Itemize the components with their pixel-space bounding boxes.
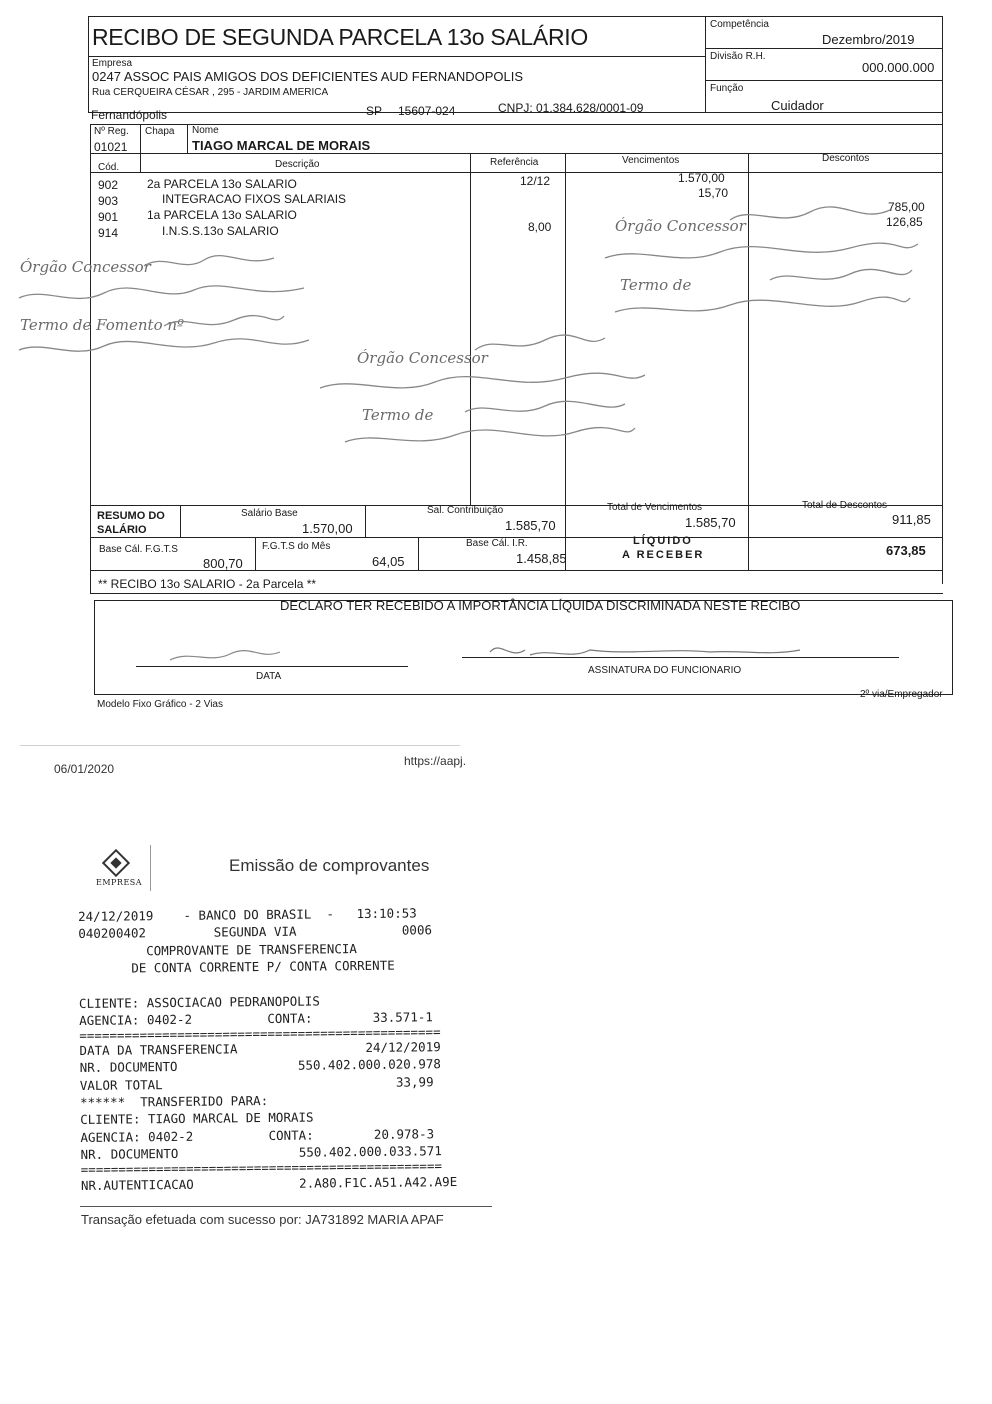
- empresa-address: Rua CERQUEIRA CÉSAR , 295 - JARDIM AMERICA: [92, 87, 329, 98]
- uf: SP: [366, 104, 383, 118]
- nreg-value: 01021: [94, 140, 128, 154]
- item-descricao: I.N.S.S.13o SALARIO: [162, 224, 279, 238]
- voucher-line: 040200402 SEGUNDA VIA 0006: [78, 922, 433, 942]
- resumo-label: RESUMO DO SALÁRIO: [97, 510, 165, 536]
- item-vencimento: 1.570,00: [678, 171, 725, 185]
- total-venc-label: Total de Vencimentos: [607, 502, 703, 513]
- col-referencia: Referência: [490, 157, 539, 168]
- item-cod: 901: [98, 210, 119, 224]
- voucher-line: CLIENTE: TIAGO MARCAL DE MORAIS: [80, 1109, 314, 1128]
- voucher-line: DE CONTA CORRENTE P/ CONTA CORRENTE: [78, 957, 395, 977]
- item-cod: 903: [98, 194, 119, 208]
- voucher-footer: Transação efetuada com sucesso por: JA731892 MARIA APAF: [81, 1212, 444, 1227]
- voucher-line: COMPROVANTE DE TRANSFERENCIA: [78, 940, 357, 959]
- bank-logo-label: EMPRESA: [96, 878, 143, 887]
- print-url: https://aapj.: [404, 754, 467, 768]
- nreg-label: Nº Reg.: [94, 126, 129, 137]
- liquido-label-1: LÍQUIDO: [633, 535, 693, 547]
- divisao-label: Divisão R.H.: [710, 51, 766, 62]
- base-fgts-value: 800,70: [203, 556, 243, 571]
- liquido-value: 673,85: [886, 543, 926, 558]
- funcao-value: Cuidador: [771, 98, 824, 113]
- voucher-line: NR. DOCUMENTO 550.402.000.020.978: [79, 1056, 441, 1076]
- col-descontos: Descontos: [822, 153, 870, 164]
- nome-label: Nome: [192, 125, 219, 136]
- base-fgts-label: Base Cál. F.G.T.S: [99, 544, 178, 555]
- bank-logo: [90, 848, 142, 892]
- declaracao: DECLARO TER RECEBIDO A IMPORTÂNCIA LÍQUIDA DISCRIMINADA NESTE RECIBO: [280, 598, 801, 613]
- empresa-name: 0247 ASSOC PAIS AMIGOS DOS DEFICIENTES AUD FERNANDOPOLIS: [92, 69, 524, 84]
- col-cod: Cód.: [98, 162, 120, 173]
- voucher-line: NR. DOCUMENTO 550.402.000.033.571: [80, 1143, 442, 1163]
- voucher-line: ****** TRANSFERIDO PARA:: [79, 1092, 269, 1110]
- bank-logo-icon: [90, 848, 142, 878]
- cep: 15607-024: [398, 104, 456, 118]
- voucher-line: CLIENTE: ASSOCIACAO PEDRANOPOLIS: [78, 993, 320, 1011]
- total-desc-label: Total de Descontos: [802, 500, 888, 511]
- item-desconto: 785,00: [888, 200, 925, 214]
- divisao-value: 000.000.000: [862, 60, 935, 75]
- stamp-orgao: Órgão Concessor: [20, 258, 151, 276]
- voucher-line: ================================================: [80, 1158, 443, 1178]
- liquido-label-2: A RECEBER: [622, 549, 705, 561]
- salario-base-label: Salário Base: [241, 508, 298, 519]
- col-descricao: Descrição: [275, 159, 320, 170]
- base-ir-value: 1.458,85: [516, 551, 567, 566]
- employee-name: TIAGO MARCAL DE MORAIS: [192, 138, 371, 153]
- sal-contrib-value: 1.585,70: [505, 518, 556, 533]
- stamp-termo: Termo de: [620, 276, 692, 294]
- salario-base-value: 1.570,00: [302, 521, 353, 536]
- stamp-left-scribble: [14, 248, 314, 368]
- item-vencimento: 15,70: [698, 186, 729, 200]
- item-referencia: 12/12: [520, 174, 551, 188]
- voucher-line: 24/12/2019 - BANCO DO BRASIL - 13:10:53: [78, 905, 417, 924]
- mensagem: ** RECIBO 13o SALARIO - 2a Parcela **: [98, 577, 317, 591]
- stamp-termo: Termo de: [362, 406, 434, 424]
- stamp-orgao: Órgão Concessor: [357, 349, 488, 367]
- assinatura-label: ASSINATURA DO FUNCIONARIO: [588, 665, 742, 676]
- sal-contrib-label: Sal. Contribuição: [427, 505, 504, 516]
- voucher-line: VALOR TOTAL 33,99: [79, 1073, 434, 1093]
- item-descricao: INTEGRACAO FIXOS SALARIAIS: [162, 192, 347, 206]
- item-referencia: 8,00: [528, 220, 552, 234]
- fgts-mes-label: F.G.T.S do Mês: [262, 541, 331, 552]
- competencia-value: Dezembro/2019: [822, 32, 915, 47]
- total-desc-value: 911,85: [892, 512, 931, 527]
- voucher-body: [78, 904, 481, 1195]
- competencia-label: Competência: [710, 19, 769, 30]
- via-text: 2º via/Empregador: [860, 689, 943, 700]
- cidade: Fernandópolis: [91, 108, 168, 122]
- voucher-line: AGENCIA: 0402-2 CONTA: 33.571-1: [79, 1009, 433, 1029]
- stamp-right-scribble: [600, 200, 920, 325]
- stamp-termo: Termo de Fomento nº: [20, 316, 185, 334]
- voucher-line: DATA DA TRANSFERENCIA 24/12/2019: [79, 1038, 441, 1058]
- base-ir-label: Base Cál. I.R.: [466, 538, 528, 549]
- stamp-center-scribble: [315, 320, 655, 460]
- chapa-label: Chapa: [145, 126, 175, 137]
- signatures: [130, 630, 910, 675]
- modelo-text: Modelo Fixo Gráfico - 2 Vias: [97, 699, 223, 710]
- cnpj: CNPJ: 01.384.628/0001-09: [498, 101, 644, 115]
- voucher-line: AGENCIA: 0402-2 CONTA: 20.978-3: [80, 1125, 435, 1145]
- fgts-mes-value: 64,05: [372, 554, 405, 569]
- voucher-title: Emissão de comprovantes: [229, 856, 430, 875]
- funcao-label: Função: [710, 83, 744, 94]
- payslip-title: RECIBO DE SEGUNDA PARCELA 13o SALÁRIO: [92, 24, 588, 50]
- item-cod: 914: [98, 226, 119, 240]
- voucher-line: NR.AUTENTICACAO 2.A80.F1C.A51.A42.A9E: [80, 1174, 458, 1194]
- voucher-line: ================================================: [79, 1023, 441, 1043]
- empresa-label: Empresa: [92, 58, 133, 69]
- col-vencimentos: Vencimentos: [622, 155, 680, 166]
- item-descricao: 1a PARCELA 13o SALARIO: [147, 208, 297, 222]
- stamp-orgao: Órgão Concessor: [615, 217, 746, 235]
- item-desconto: 126,85: [886, 215, 923, 229]
- data-label: DATA: [256, 671, 282, 682]
- total-venc-value: 1.585,70: [685, 515, 736, 530]
- item-descricao: 2a PARCELA 13o SALARIO: [147, 177, 297, 191]
- print-date: 06/01/2020: [54, 762, 115, 776]
- item-cod: 902: [98, 178, 119, 192]
